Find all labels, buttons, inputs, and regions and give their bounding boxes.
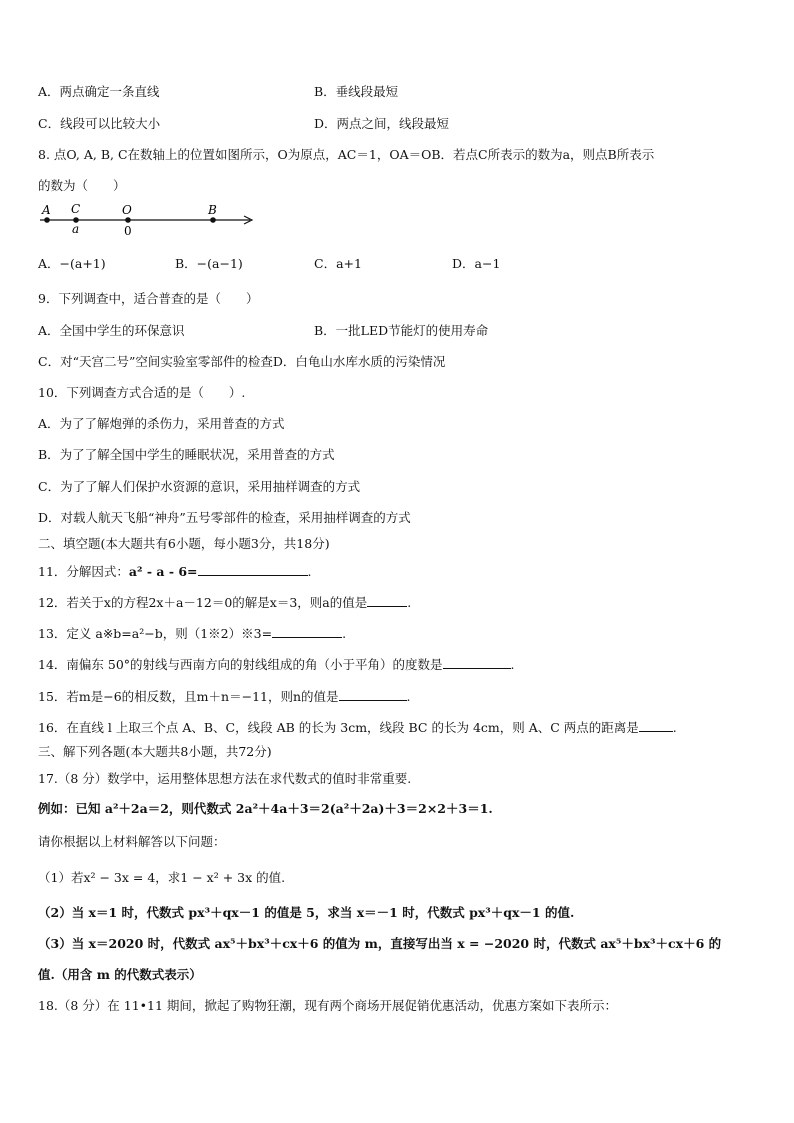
q12	[38, 594, 411, 611]
q16-text: 16．在直线 l 上取三个点 A、B、C，线段 AB 的长为 3cm，线段 BC 的长为 4cm，则 A、C 两点的距离是	[38, 720, 639, 735]
q14	[38, 656, 515, 673]
q11-end: .	[307, 564, 312, 579]
q9-option-a: A．全国中学生的环保意识	[38, 323, 185, 338]
q9-option-b: B．一批LED节能灯的使用寿命	[314, 323, 489, 338]
q11	[38, 563, 312, 580]
q16	[38, 719, 677, 736]
q11-expression: a² - a - 6=	[128, 564, 198, 579]
q8-stem-line2: 的数为（ ）	[38, 178, 126, 193]
q7-option-a: A．两点确定一条直线	[38, 84, 160, 99]
q7-option-b: B．垂线段最短	[314, 84, 399, 99]
q12-answer-blank[interactable]	[367, 594, 407, 607]
q7-option-c: C．线段可以比较大小	[38, 116, 161, 131]
q10-option-a: A．为了了解炮弹的杀伤力，采用普查的方式	[38, 416, 285, 431]
q10-option-c: C．为了了解人们保护水资源的意识，采用抽样调查的方式	[38, 479, 361, 494]
q18-stem: 18.（8 分）在 11•11 期间，掀起了购物狂潮，现有两个商场开展促销优惠活动，优惠方案如下表所示：	[38, 998, 617, 1013]
q8-option-b: B．−(a−1)	[175, 256, 243, 271]
q10-option-b: B．为了了解全国中学生的睡眠状况，采用普查的方式	[38, 447, 335, 462]
section-solve-heading: 三、解下列各题(本大题共8小题，共72分)	[38, 744, 272, 759]
q11-prefix: 11．分解因式：	[38, 564, 129, 579]
coord-a-label: a	[72, 222, 80, 236]
section-fill-in-heading: 二、填空题(本大题共有6小题，每小题3分，共18分)	[38, 536, 330, 551]
q14-end: .	[510, 657, 515, 672]
q17-example: 例如：已知 a²＋2a＝2，则代数式 2a²＋4a＋3＝2(a²＋2a)＋3＝2×2＋3＝1.	[38, 801, 493, 816]
point-b-label: B	[208, 203, 217, 217]
q14-answer-blank[interactable]	[443, 656, 511, 669]
q8-option-c: C．a+1	[314, 256, 362, 271]
q9-option-cd: C．对“天宫二号”空间实验室零部件的检查D．白龟山水库水质的污染情况	[38, 354, 446, 369]
q8-stem-line1: 8. 点O, A, B, C在数轴上的位置如图所示，O为原点，AC＝1，OA＝OB．若点C所表示的数为a，则点B所表示	[38, 147, 655, 162]
q16-end: .	[672, 720, 677, 735]
q17-stem: 17.（8 分）数学中，运用整体思想方法在求代数式的值时非常重要.	[38, 771, 412, 786]
q12-text: 12．若关于x的方程2x＋a－12＝0的解是x＝3，则a的值是	[38, 595, 368, 610]
q17-part-3-line2: 值.（用含 m 的代数式表示）	[38, 967, 202, 982]
q12-end: .	[407, 595, 412, 610]
q8-option-d: D．a−1	[452, 256, 501, 271]
q17-part-1: （1）若x² − 3x = 4，求1 − x² + 3x 的值.	[38, 870, 286, 885]
coord-zero-label: 0	[124, 224, 132, 238]
q10-option-d: D．对载人航天飞船“神舟”五号零部件的检查，采用抽样调查的方式	[38, 510, 411, 525]
q17-part-2: （2）当 x＝1 时，代数式 px³＋qx－1 的值是 5，求当 x＝－1 时，代数式 px³＋qx－1 的值.	[38, 905, 575, 920]
q15-text: 15．若m是−6的相反数，且m＋n＝−11，则n的值是	[38, 689, 339, 704]
q13	[38, 625, 346, 642]
q13-end: .	[342, 626, 347, 641]
point-c-label: C	[71, 202, 81, 216]
q10-stem: 10．下列调查方式合适的是（ ）.	[38, 385, 246, 400]
q8-option-a: A．−(a+1)	[38, 256, 106, 271]
q14-text: 14．南偏东 50°的射线与西南方向的射线组成的角（小于平角）的度数是	[38, 657, 443, 672]
point-o-label: O	[122, 203, 132, 217]
q11-answer-blank[interactable]	[198, 563, 308, 576]
q13-text: 13．定义 a※b=a²−b，则（1※2）※3=	[38, 626, 273, 641]
q15	[38, 688, 411, 705]
q7-option-d: D．两点之间，线段最短	[314, 116, 450, 131]
q9-stem: 9．下列调查中，适合普查的是（ ）	[38, 291, 259, 306]
q15-answer-blank[interactable]	[339, 688, 407, 701]
q16-answer-blank[interactable]	[639, 719, 673, 732]
q17-part-3-line1: （3）当 x＝2020 时，代数式 ax⁵＋bx³＋cx＋6 的值为 m，直接写出当 x = −2020 时，代数式 ax⁵＋bx³＋cx＋6 的	[38, 936, 722, 951]
q17-prompt: 请你根据以上材料解答以下问题：	[38, 834, 226, 849]
q15-end: .	[406, 689, 411, 704]
point-a-label: A	[42, 203, 51, 217]
q13-answer-blank[interactable]	[272, 625, 342, 638]
number-line-figure	[36, 200, 266, 240]
